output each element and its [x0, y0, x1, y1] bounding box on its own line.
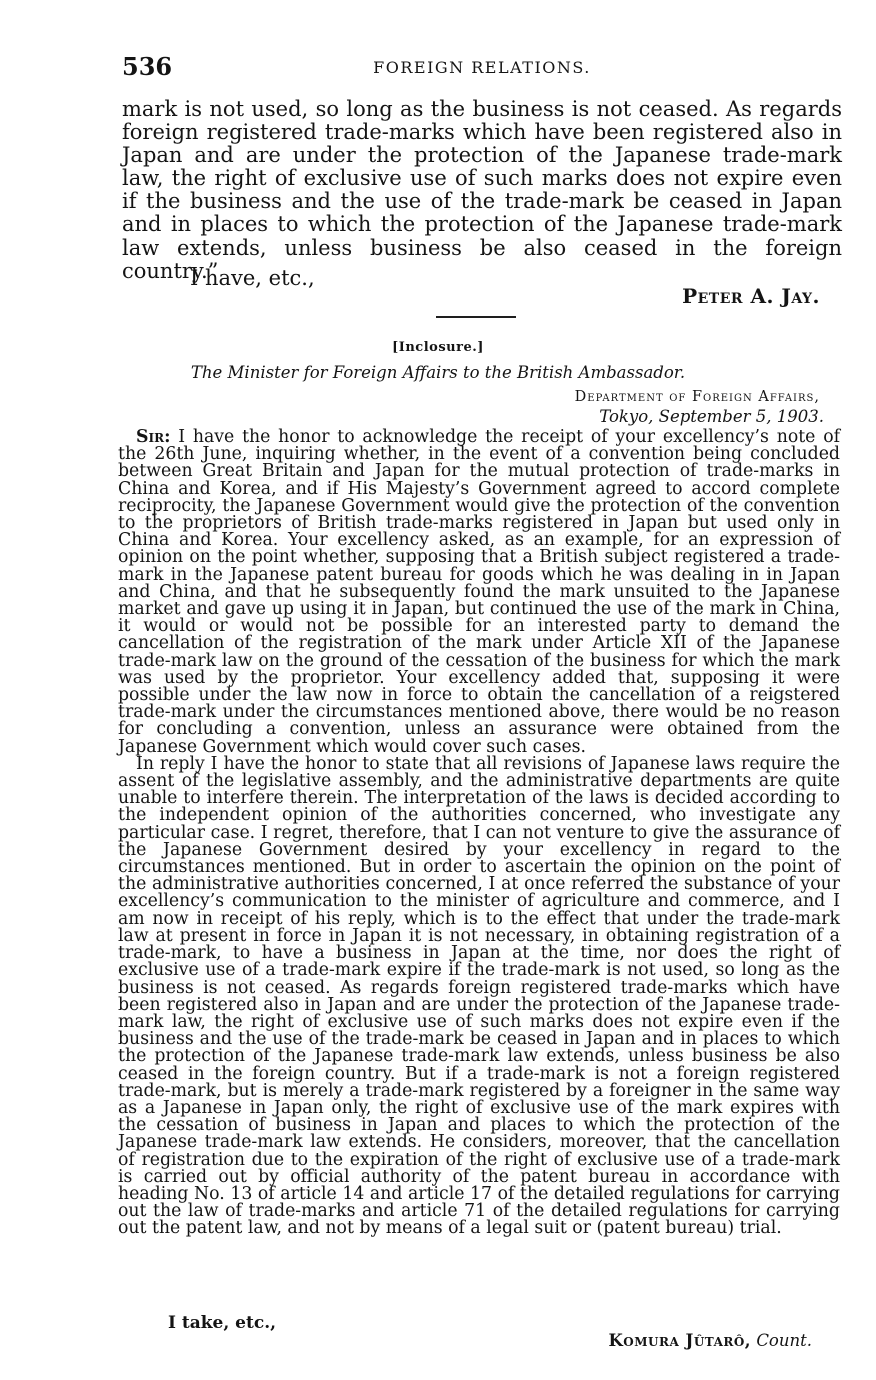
- letter-body: [118, 429, 840, 1238]
- inclosure-signature: [608, 1331, 812, 1350]
- letter-closing: I have, etc.,: [190, 266, 315, 290]
- section-divider: [436, 316, 516, 318]
- signature-name: Komura Jûtarô,: [608, 1331, 752, 1350]
- page-number: 536: [122, 52, 173, 81]
- inclosure-title: The Minister for Foreign Affairs to the British Ambassador.: [190, 363, 686, 382]
- inclosure-label: [Inclosure.]: [392, 340, 484, 355]
- body-paragraph: [118, 429, 840, 756]
- page-header: [122, 52, 842, 82]
- paragraph-text: I have the honor to acknowledge the receipt of your excellency’s note of the 26th June, inquiring whether, in the event of a convention being concluded between Great Britain and Japan for the mutual protection of trade-marks in China and Korea, and if His Majesty’s Government agreed to accord complete reciprocity, the Japanese Government would give the protection of the convention to the proprietors of British trade-marks registered in Japan but used only in China and Korea. Your excellency asked, as an example, for an expression of opinion on the point whether, supposing that a British subject registered a trade-mark in the Japanese patent bureau for goods which he was dealing in in Japan and China, and that he subsequently found the mark unsuited to the Japanese market and gave up using it in Japan, but continued the use of the mark in China, it would or would not be possible for an interested party to demand the cancellation of the registration of the mark under Article XII of the Japanese trade-mark law on the ground of the cessation of the business for which the mark was used by the proprietor. Your excellency added that, supposing it were possible under the law now in force to obtain the cancellation of a reigstered trade-mark under the circumstances mentioned above, there would be no reason for concluding a convention, unless an assurance were obtained from the Japanese Government which would cover such cases.: [118, 427, 841, 757]
- continued-paragraph: mark is not used, so long as the business is not ceased. As regards foreign registered trade-marks which have been registered also in Japan and are under the protection of the Japanese trade-mark law, the right of exclusive use of such marks does not expire even if the business and the use of the trade-mark be ceased in Japan and in places to which the protection of the Japanese trade-mark law extends, unless business be also ceased in the foreign country.”: [122, 97, 842, 283]
- letter-signature: [682, 284, 820, 308]
- body-paragraph: In reply I have the honor to state that all revisions of Japanese laws require the assent of the legislative assembly, and the administrative departments are quite unable to interfere therein. The interpretation of the laws is decided according to the independent opinion of the authorities concerned, who investigate any particular case. I regret, therefore, that I can not venture to give the assurance of the Japanese Government desired by your excellency in regard to the circumstances mentioned. But in order to ascertain the opinion on the point of the administrative authorities concerned, I at once referred the substance of your excellency’s communication to the minister of agriculture and commerce, and I am now in receipt of his reply, which is to the effect that under the trade-mark law at present in force in Japan it is not necessary, in obtaining registration of a trade-mark, to have a business in Japan at the time, nor does the right of exclusive use of a trade-mark expire if the trade-mark is not used, so long as the business is not ceased. As regards foreign registered trade-marks which have been registered also in Japan and are under the protection of the Japanese trade-mark law, the right of exclusive use of such marks does not expire even if the business and the use of the trade-mark be ceased in Japan and in places to which the protection of the Japanese trade-mark law extends, unless business be also ceased in the foreign country. But if a trade-mark is not a foreign registered trade-mark, but is merely a trade-mark registered by a foreigner in the same way as a Japanese in Japan only, the right of exclusive use of the mark expires with the cessation of business in Japan and places to which the protection of the Japanese trade-mark law extends. He considers, moreover, that the cancellation of registration due to the expiration of the right of exclusive use of a trade-mark is carried out by official authority of the patent bureau in accordance with heading No. 13 of article 14 and article 17 of the detailed regulations for carrying out the law of trade-marks and article 71 of the detailed regulations for carrying out the patent law, and not by means of a legal suit or (patent bureau) trial.: [118, 753, 840, 1239]
- dateline: Tokyo, September 5, 1903.: [599, 407, 824, 426]
- inclosure-closing: I take, etc.,: [168, 1313, 277, 1333]
- department-line: Department of Foreign Affairs,: [574, 389, 820, 405]
- signature-title: Count.: [756, 1331, 812, 1350]
- running-head: FOREIGN RELATIONS.: [373, 58, 591, 77]
- salutation: Sir:: [136, 427, 171, 447]
- signature-name: Peter A. Jay.: [682, 284, 820, 308]
